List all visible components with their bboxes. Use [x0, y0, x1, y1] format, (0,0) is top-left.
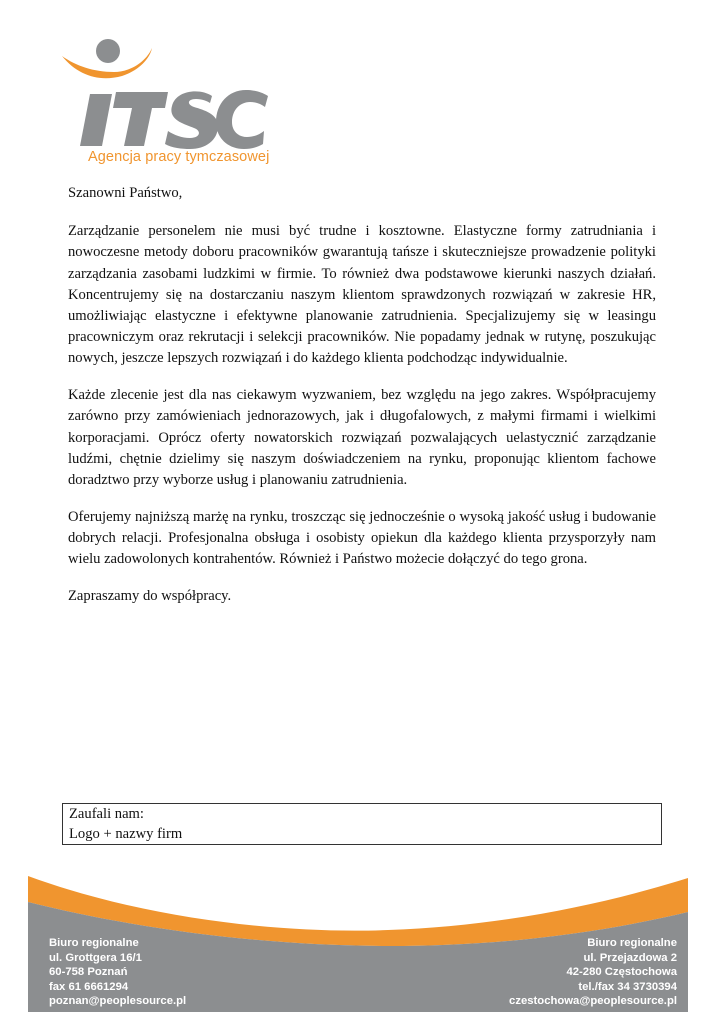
logo-letter-s — [165, 91, 218, 149]
office-city: 42-280 Częstochowa — [566, 966, 677, 979]
office-street: ul. Grottgera 16/1 — [49, 951, 142, 964]
office-city: 60-758 Poznań — [49, 966, 128, 979]
office-phone: tel./fax 34 3730394 — [578, 980, 677, 993]
trusted-by-label: Zaufali nam: — [69, 806, 144, 822]
office-phone: fax 61 6661294 — [49, 980, 129, 993]
logo-tagline: Agencja pracy tymczasowej — [88, 149, 270, 165]
trusted-by-box — [62, 803, 662, 845]
office-title: Biuro regionalne — [587, 937, 677, 949]
office-street: ul. Przejazdowa 2 — [583, 951, 677, 964]
logo-letter-i — [80, 94, 112, 146]
logo-head — [96, 39, 120, 63]
logo-letter-t — [113, 92, 168, 146]
footer-address-czestochowa — [509, 936, 677, 1009]
office-title: Biuro regionalne — [49, 937, 139, 949]
letter-salutation: Szanowni Państwo, — [68, 185, 183, 201]
letter-paragraph: Zarządzanie personelem nie musi być trudne i kosztowne. Elastyczne formy zatrudniania i nowoczesne metody doboru pracowników gwarantują tańsze i skuteczniejsze prowadzenie polityki zarządzania zasobami ludzkimi w firmie. To również dwa podstawowe kierunki naszych działań. Koncentrujemy się na dostarczaniu naszym klientom sprawdzonych rozwiązań w zakresie HR, umożliwiając elastyczne i efektywne planowanie zatrudnienia. Specjalizujemy się w leasingu pracowniczym oraz rekrutacji i selekcji pracowników. Nie popadamy jednak w rutynę, poszukując nowych, jeszcze lepszych rozwiązań i do każdego klienta podchodząc indywidualnie. — [68, 223, 656, 367]
letter-body — [68, 183, 656, 622]
letter-paragraph: Oferujemy najniższą marżę na rynku, troszcząc się jednocześnie o wysoką jakość usług i budowanie dobrych relacji. Profesjonalna obsługa i osobisty opiekun dla każdego klienta przysporzyły nam wielu zadowolonych kontrahentów. Również i Państwo możecie dołączyć do tego grona. — [68, 508, 656, 568]
trusted-by-placeholder: Logo + nazwy firm — [69, 825, 183, 842]
footer-address-poznan — [49, 936, 186, 1009]
office-email[interactable]: czestochowa@peoplesource.pl — [509, 995, 677, 1008]
letter-paragraph: Każde zlecenie jest dla nas ciekawym wyzwaniem, bez względu na jego zakres. Współpracujemy zarówno przy zamówieniach jednorazowych, jak i długofalowych, z małymi firmami i wielkimi korporacjami. Oprócz oferty nowatorskich rozwiązań pozwalających uelastycznić zarządzanie ludźmi, chętnie dzielimy się naszym doświadczeniem na rynku, proponując klientom fachowe doradztwo przy wyborze usług i planowaniu zatrudnienia. — [68, 387, 656, 488]
office-email[interactable]: poznan@peoplesource.pl — [49, 995, 187, 1008]
logo-letter-c — [216, 90, 268, 149]
letter-closing: Zapraszamy do współpracy. — [68, 587, 232, 604]
